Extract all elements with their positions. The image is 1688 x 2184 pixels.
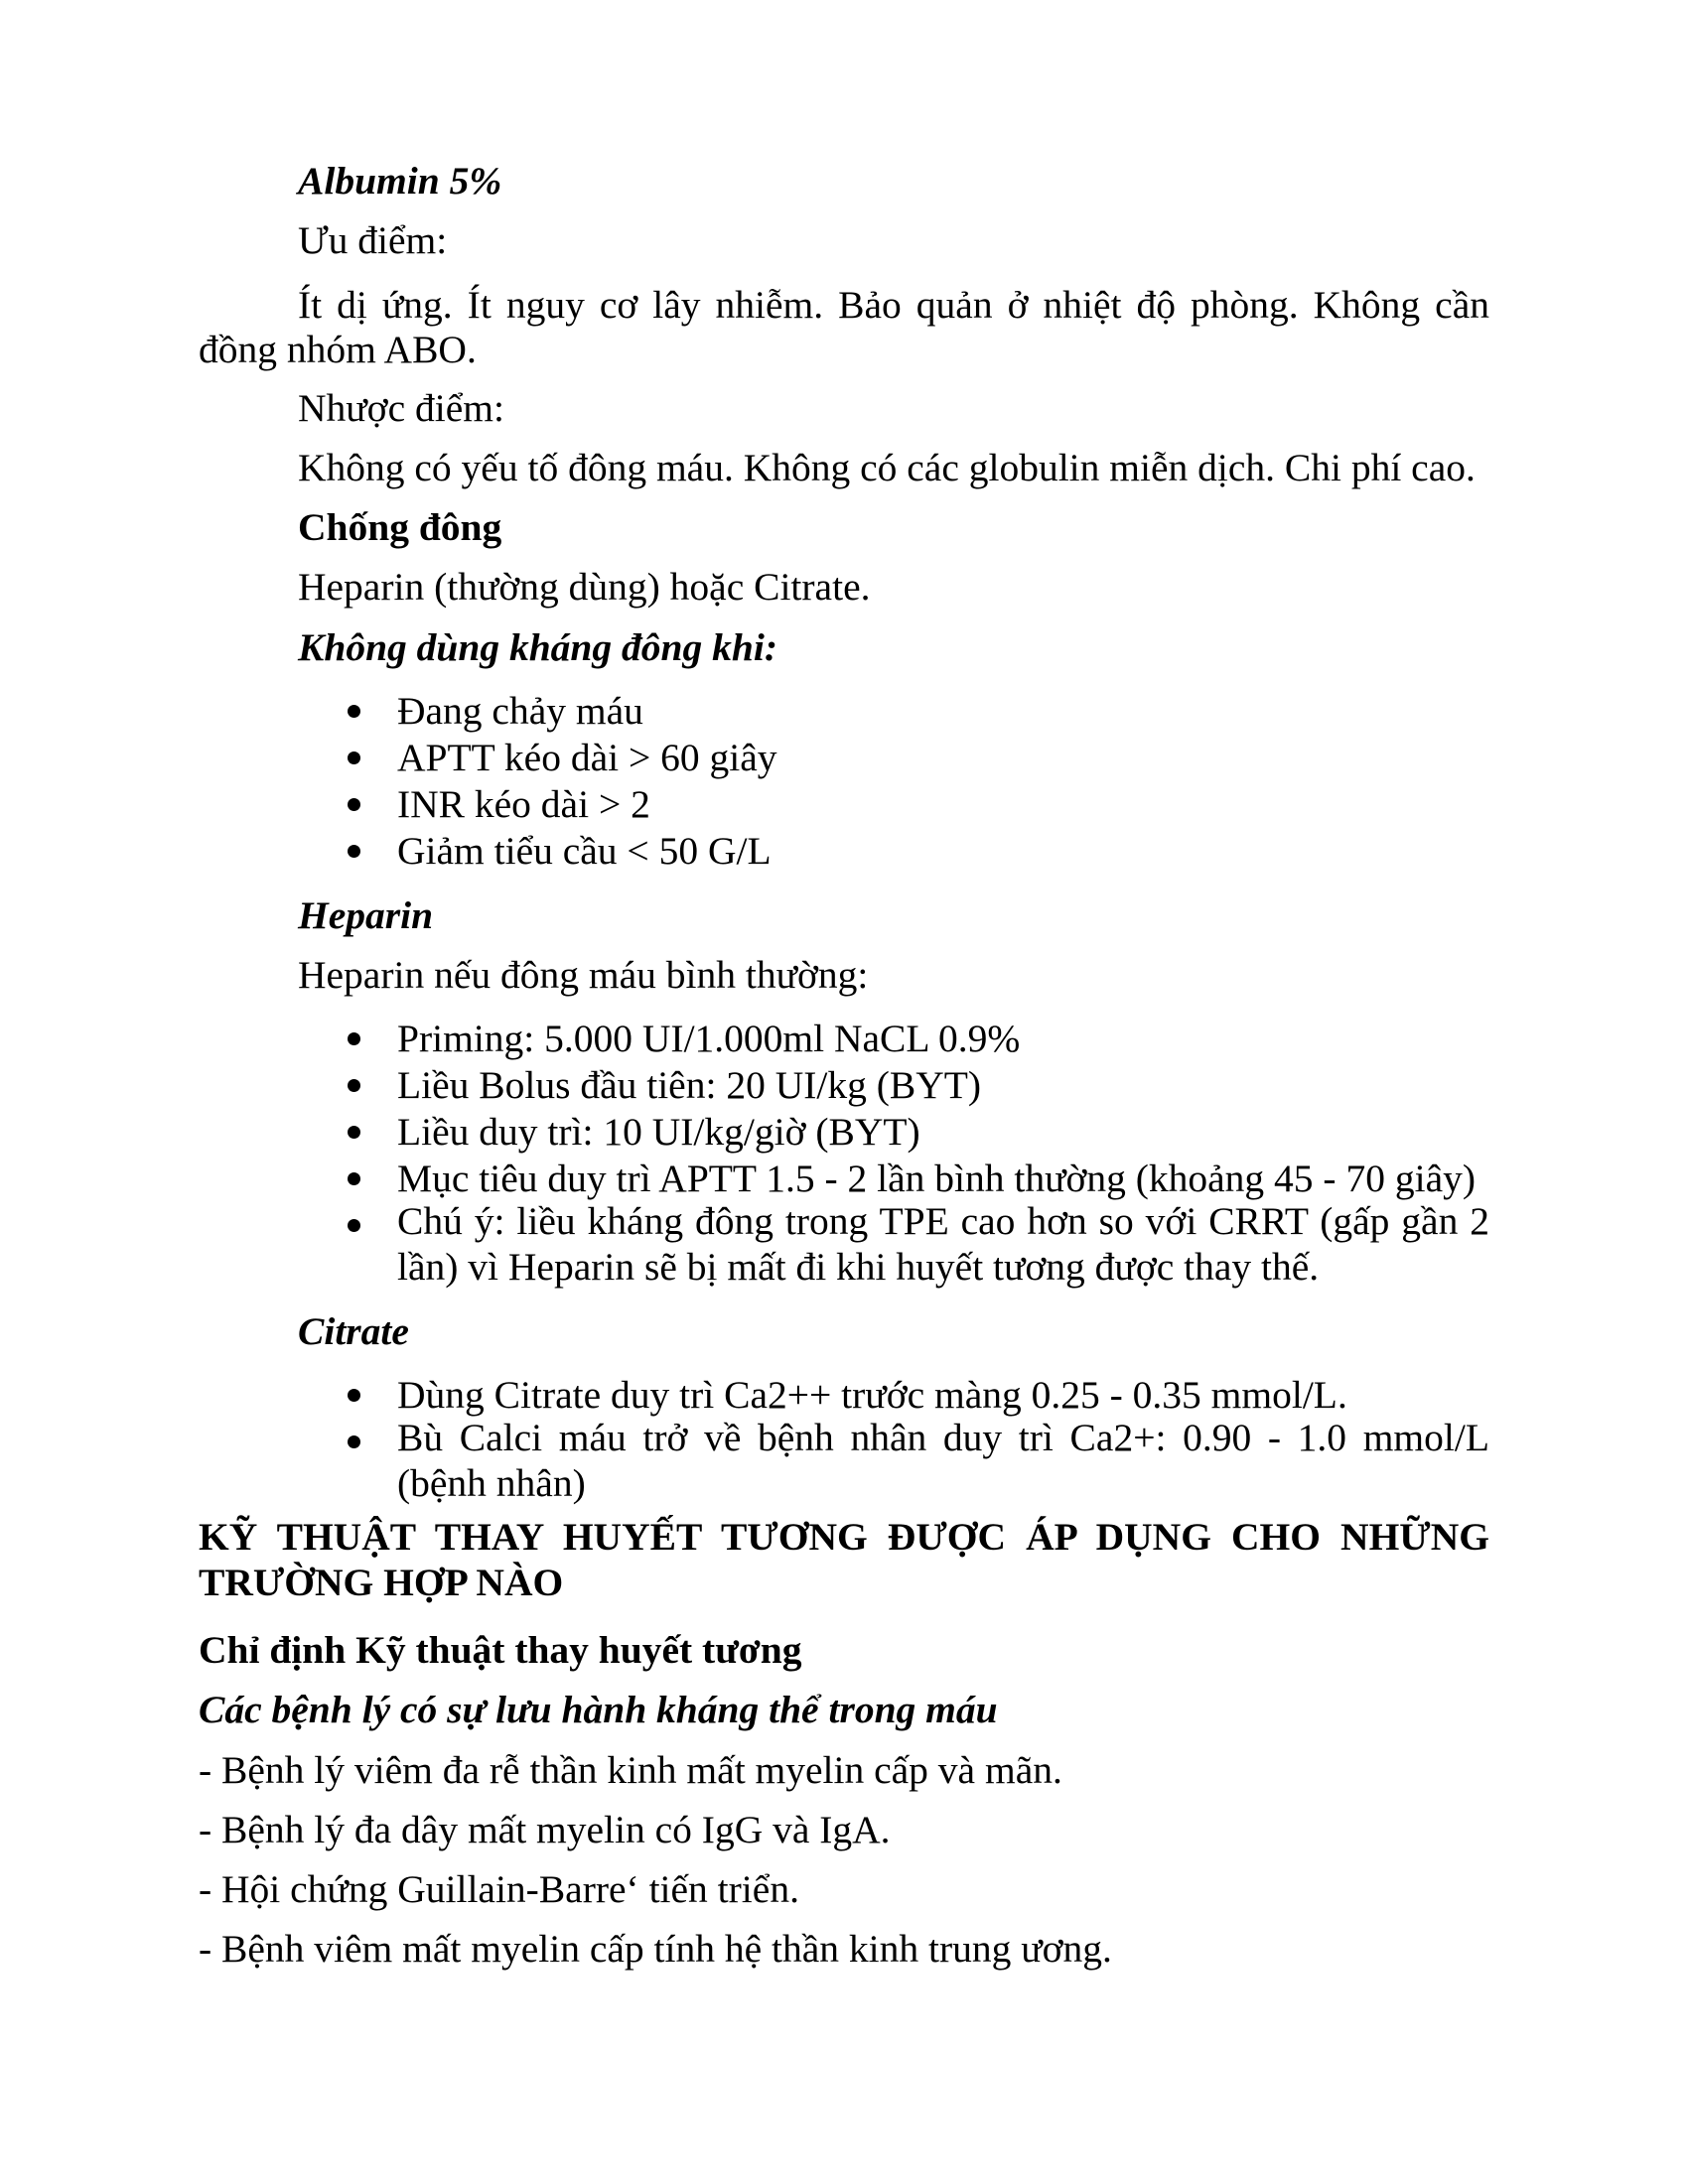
bullet-icon [348, 1032, 360, 1045]
list-item: Liều duy trì: 10 UI/kg/giờ (BYT) [397, 1110, 920, 1154]
section-heading: KỸ THUẬT THAY HUYẾT TƯƠNG ĐƯỢC ÁP DỤNG CHO NHỮNG TRƯỜNG HỢP NÀO [199, 1515, 1489, 1604]
list-item: APTT kéo dài > 60 giây [397, 736, 777, 779]
list-item: Dùng Citrate duy trì Ca2++ trước màng 0.25 - 0.35 mmol/L. [397, 1373, 1347, 1417]
bullet-icon [348, 1219, 360, 1232]
anticoag-title: Chống đông [298, 505, 502, 549]
bullet-icon [348, 798, 360, 811]
list-item: - Hội chứng Guillain-Barre‘ tiến triển. [199, 1867, 799, 1911]
bullet-icon [348, 845, 360, 858]
heparin-intro: Heparin nếu đông máu bình thường: [298, 953, 869, 997]
bullet-icon [348, 1435, 360, 1448]
section-subsubheading: Các bệnh lý có sự lưu hành kháng thể trong máu [199, 1688, 998, 1731]
list-item: - Bệnh lý đa dây mất myelin có IgG và IgA. [199, 1808, 891, 1851]
list-item: Chú ý: liều kháng đông trong TPE cao hơn so với CRRT (gấp gần 2 lần) vì Heparin sẽ bị mất đi khi huyết tương được thay thế. [397, 1199, 1489, 1289]
list-item: Đang chảy máu [397, 689, 643, 733]
heparin-title: Heparin [298, 893, 434, 937]
list-item: Priming: 5.000 UI/1.000ml NaCL 0.9% [397, 1017, 1021, 1060]
bullet-icon [348, 751, 360, 764]
anticoag-intro: Heparin (thường dùng) hoặc Citrate. [298, 565, 871, 609]
list-item: INR kéo dài > 2 [397, 782, 650, 826]
disadvantages-text: Không có yếu tố đông máu. Không có các globulin miễn dịch. Chi phí cao. [298, 446, 1476, 489]
bullet-icon [348, 1172, 360, 1185]
advantages-text: Ít dị ứng. Ít nguy cơ lây nhiễm. Bảo quản ở nhiệt độ phòng. Không cần đồng nhóm ABO. [199, 283, 1489, 371]
disadvantages-label: Nhược điểm: [298, 386, 504, 430]
bullet-icon [348, 1126, 360, 1139]
list-item: - Bệnh viêm mất myelin cấp tính hệ thần kinh trung ương. [199, 1927, 1112, 1971]
bullet-icon [348, 1389, 360, 1402]
citrate-title: Citrate [298, 1309, 409, 1353]
contraindication-title: Không dùng kháng đông khi: [298, 625, 777, 669]
advantages-label: Ưu điểm: [298, 218, 448, 262]
list-item: - Bệnh lý viêm đa rễ thần kinh mất myelin cấp và mãn. [199, 1748, 1062, 1792]
bullet-icon [348, 705, 360, 718]
section-subheading: Chỉ định Kỹ thuật thay huyết tương [199, 1628, 802, 1672]
bullet-icon [348, 1079, 360, 1092]
list-item: Liều Bolus đầu tiên: 20 UI/kg (BYT) [397, 1063, 982, 1107]
list-item: Mục tiêu duy trì APTT 1.5 - 2 lần bình thường (khoảng 45 - 70 giây) [397, 1157, 1476, 1200]
list-item: Bù Calci máu trở về bệnh nhân duy trì Ca2+: 0.90 - 1.0 mmol/L (bệnh nhân) [397, 1416, 1489, 1505]
list-item: Giảm tiểu cầu < 50 G/L [397, 829, 772, 873]
albumin-title: Albumin 5% [298, 159, 502, 203]
